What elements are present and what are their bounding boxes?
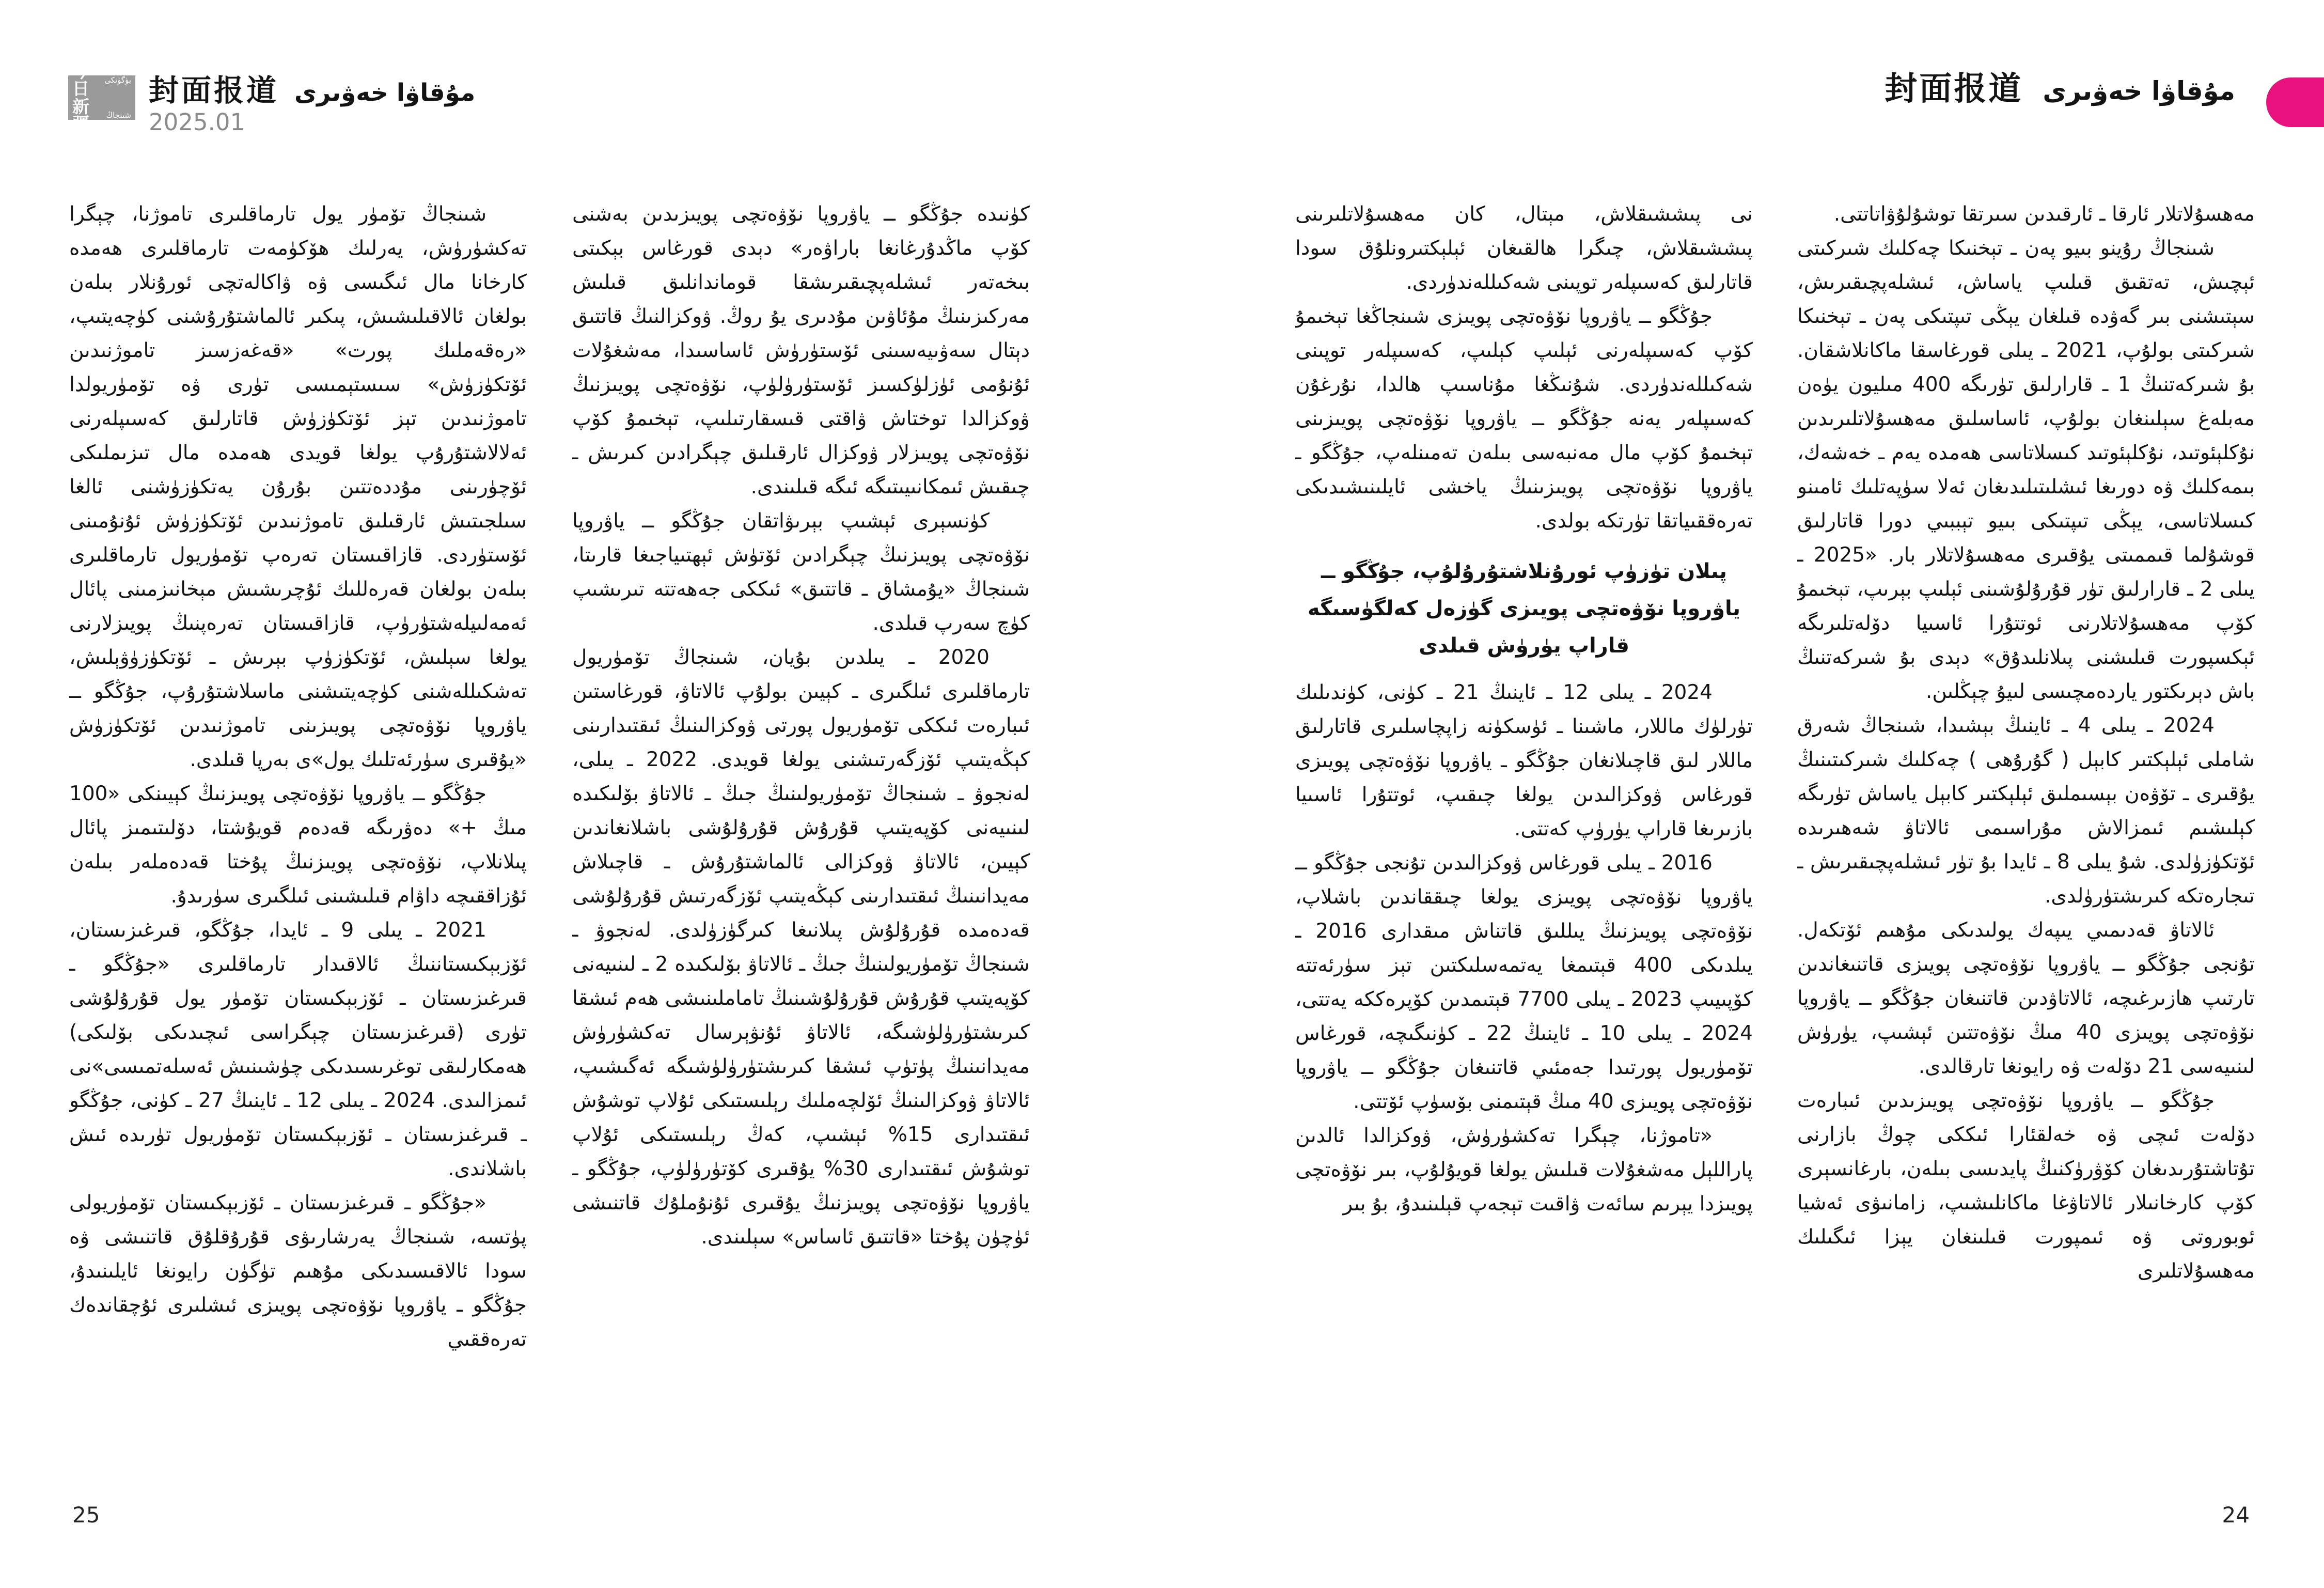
- page-number-left: 25: [72, 1502, 100, 1528]
- paragraph: 2020 ـ يىلدىن بۇيان، شىنجاڭ تۆمۈريول تارماقلىرى ئىلگىرى ـ كېيىن بولۇپ ئالاتاۋ، قورغاستىن ئىبارەت ئىككى تۆمۈريول پورتى ۋوكزالىنىڭ ئىقتىدارىنى كېڭەيتىپ ئۆزگەرتىشنى يولغا قويدى. 2022 ـ يىلى، لەنجوۋ ـ شىنجاڭ تۆمۈريولىنىڭ جىڭ ـ ئالاتاۋ بۆلىكىدە لىنىيەنى كۆپەيتىپ قۇرۇش قۇرۇلۇشى باشلانغاندىن كېيىن، ئالاتاۋ ۋوكزالى ئالماشتۇرۇش ـ قاچىلاش مەيدانىنىڭ ئىقتىدارىنى كېڭەيتىپ ئۆزگەرتىش قۇرۇلۇشى قەدەمدە قۇرۇلۇش پىلانىغا كىرگۈزۈلدى. لەنجوۋ ـ شىنجاڭ تۆمۈريولىنىڭ جىڭ ـ ئالاتاۋ بۆلىكىدە 2 ـ لىنىيەنى كۆپەيتىپ قۇرۇش قۇرۇلۇشىنىڭ تاماملىنىشى ھەم ئىشقا كىرىشتۈرۈلۈشىگە، ئالاتاۋ ئۇنۋېرسال تەكشۈرۈش مەيدانىنىڭ پۈتۈپ ئىشقا كىرىشتۈرۈلۈشىگە ئەگىشىپ، ئالاتاۋ ۋوكزالىنىڭ ئۆلچەملىك رېلىستىكى ئۇلاپ توشۇش ئىقتىدارى 15% ئېشىپ، كەڭ رېلىستىكى ئۇلاپ توشۇش ئىقتىدارى 30% يۇقىرى كۆتۈرۈلۈپ، جۇڭگو ـ ياۋروپا نۆۋەتچى پويىزنىڭ يۇقىرى ئۇنۇملۇك قاتنىشى ئۈچۈن پۇختا «قاتتىق ئاساس» سېلىندى.: [572, 646, 1030, 1249]
- header-left-titles: [149, 75, 475, 134]
- text-column-page25-right: [572, 197, 1030, 1447]
- paragraph: 2024 ـ يىلى 4 ـ ئاينىڭ بېشىدا، شىنجاڭ شەرق شاملى ئېلېكتىر كابېل ( گۇرۇھى ) چەكلىك شىركىتىنىڭ يۇقىرى ـ تۆۋەن بېسىملىق ئېلېكتىر كابېل ياساش تۈرىگە كېلىشىم ئىمزالاش مۇراسىمى ئالاتاۋ شەھىرىدە ئۆتكۈزۈلدى. شۇ يىلى 8 ـ ئايدا بۇ تۈر ئىشلەپچىقىرىش ـ تىجارەتكە كىرىشتۈرۈلدى.: [1797, 714, 2255, 908]
- logo-uyghur-bottom: شىنجاڭ: [106, 110, 131, 120]
- text-column-page24-right: [1797, 197, 2255, 1447]
- paragraph: جۇڭگو ــ ياۋروپا نۆۋەتچى پويىزىدىن ئىبارەت دۆلەت ئىچى ۋە خەلقئارا ئىككى چوڭ بازارنى تۇتاشتۇرىدىغان كۆۋرۈكنىڭ پايدىسى بىلەن، بارغانسېرى كۆپ كارخانىلار ئالاتاۋغا ماكانلىشىپ، زامانىۋى ئەشيا ئوبوروتى ۋە ئىمپورت قىلىنغان يېزا ئىگىلىك مەھسۇلاتلىرى: [1797, 1089, 2255, 1283]
- logo-chinese-bottom: 新疆: [72, 97, 90, 134]
- section-title-chinese-left: 封面报道: [149, 73, 279, 108]
- paragraph: شىنجاڭ رۇينو بىيو پەن ـ تېخنىكا چەكلىك شىركىتى ئېچىش، تەتقىق قىلىپ ياساش، ئىشلەپچىقىرىش، سېتىشنى بىر گەۋدە قىلغان يېڭى تىپتىكى پەن ـ تېخنىكا شىركىتى بولۇپ، 2021 ـ يىلى قورغاسقا ماكانلاشقان. بۇ شىركەتنىڭ 1 ـ قارارلىق تۈرىگە 400 مىليون يۈەن مەبلەغ سېلىنغان بولۇپ، ئاساسلىق مەھسۇلاتلىرىدىن نۇكلېئوتىد، نۇكلېئوتىد كىسلاتاسى ھەمدە يەم ـ خەشەك، بىمەكلىك ۋە دورىغا ئىشلىتىلىدىغان ئەلا سۈپەتلىك ئامىنو كىسلاتاسى، يېڭى تىپتىكى بىيو تېببىي دورا قاتارلىق قوشۇلما قىممىتى يۇقىرى مەھسۇلاتلار بار. «2025 ـ يىلى 2 ـ قارارلىق تۈر قۇرۇلۇشىنى ئېلىپ بېرىپ، تېخىمۇ كۆپ مەھسۇلاتلارنى ئوتتۇرا ئاسىيا دۆلەتلىرىگە ئېكسپورت قىلىشنى پىلانلىدۇق» دېدى بۇ شىركەتنىڭ باش دېرىكتور ياردەمچىسى لىيۇ چېڭلىن.: [1797, 237, 2255, 703]
- paragraph: كۈنىدە جۇڭگو ــ ياۋروپا نۆۋەتچى پويىزىدىن بەشنى كۆپ ماڭدۇرغانغا باراۋەر» دېدى قورغاس بېكىتى بىخەتەر ئىشلەپچىقىرىشقا قوماندانلىق قىلىش مەركىزىنىڭ مۇئاۋىن مۇدىرى يۇ روڭ. ۋوكزالنىڭ قاتتىق دېتال سەۋىيەسىنى ئۆستۈرۈش ئاساسىدا، مەشغۇلات ئۇنۇمى ئۈزلۈكسىز ئۆستۈرۈلۈپ، نۆۋەتچى پويىزنىڭ ۋوكزالدا توختاش ۋاقتى قىسقارتىلىپ، تېخىمۇ كۆپ نۆۋەتچى پويىزلار ۋوكزال ئارقىلىق چېگرادىن كىرىش ـ چىقىش ئىمكانىيىتىگە ئىگە قىلىندى.: [572, 203, 1030, 499]
- header-left: [68, 61, 476, 136]
- page-number-right: 24: [2222, 1502, 2250, 1528]
- column-heading: پىلان تۈزۈپ ئورۇنلاشتۇرۇلۇپ، جۇڭگو ــ ياۋروپا نۆۋەتچى پويىزى گۈزەل كەلگۈسىگە قاراپ يۈرۈش قىلدى: [1307, 559, 1741, 658]
- paragraph: 2024 ـ يىلى 12 ـ ئاينىڭ 21 ـ كۈنى، كۈندىلىك تۈرلۈك ماللار، ماشىنا ـ ئۈسكۈنە زاپچاسلىرى قاتارلىق ماللار لىق قاچىلانغان جۇڭگو ـ ياۋروپا نۆۋەتچى پويىزى قورغاس ۋوكزالىدىن يولغا چىقىپ، ئوتتۇرا ئاسىيا بازىرىغا قاراپ يۈرۈپ كەتتى.: [1295, 681, 1753, 840]
- text-column-page25-left: [69, 197, 527, 1447]
- issue-number: 2025.01: [149, 108, 245, 136]
- paragraph: نى پىششىقلاش، مېتال، كان مەھسۇلاتلىرىنى پىششىقلاش، چىگرا ھالقىغان ئېلېكتىرونلۇق سودا قاتارلىق كەسىپلەر توپىنى شەكىللەندۈردى.: [1295, 203, 1753, 294]
- logo-uyghur-top: بۈگۈنكى: [104, 75, 131, 85]
- logo-row-top: [72, 63, 131, 97]
- section-title-chinese-right: 封面报道: [1885, 69, 2023, 107]
- paragraph: 2021 ـ يىلى 9 ـ ئايدا، جۇڭگو، قىرغىزىستان، ئۆزبېكىستاننىڭ ئالاقىدار تارماقلىرى «جۇڭگو ـ قىرغىزىستان ـ ئۆزبېكىستان تۆمۈر يول قۇرۇلۇشى تۈرى (قىرغىزىستان چېگراسى ئىچىدىكى بۆلىكى) ھەمكارلىقى توغرىسىدىكى چۈشىنىش ئەسلەتمىسى»نى ئىمزالىدى. 2024 ـ يىلى 12 ـ ئاينىڭ 27 ـ كۈنى، جۇڭگو ـ قىرغىزىستان ـ ئۆزبېكىستان تۆمۈريول تۈرىدە ئىش باشلاندى.: [69, 918, 527, 1180]
- paragraph: «تاموژنا، چېگرا تەكشۈرۈش، ۋوكزالدا ئالدىن پاراللېل مەشغۇلات قىلىش يولغا قويۇلۇپ، بىر نۆۋەتچى پويىزدا يېرىم سائەت ۋاقىت تېجەپ قېلىنىدۇ، بۇ بىر: [1295, 1124, 1753, 1216]
- magazine-logo: [68, 61, 135, 134]
- paragraph: جۇڭگو ــ ياۋروپا نۆۋەتچى پويىزنىڭ كېيىنكى «100 مىڭ +» دەۋرىگە قەدەم قويۇشتا، دۆلىتىمىز پائال پىلانلاپ، نۆۋەتچى پويىزنىڭ پۇختا قەدەملەر بىلەن ئۇزاققىچە داۋام قىلىشىنى ئىلگىرى سۈرىدۇ.: [69, 782, 527, 908]
- paragraph: شىنجاڭ تۆمۈر يول تارماقلىرى تاموژنا، چېگرا تەكشۈرۈش، يەرلىك ھۆكۈمەت تارماقلىرى ھەمدە كارخانا مال ئىگىسى ۋە ۋاكالەتچى ئورۇنلار بىلەن بولغان ئالاقىلىشىش، پىكىر ئالماشتۇرۇشنى كۈچەيتىپ، «رەقەملىك پورت» «قەغەزسىز تاموژنىدىن ئۆتكۈزۈش» سىستېمىسى تۈرى ۋە تۆمۈريولدا تاموژنىدىن تېز ئۆتكۈزۈش قاتارلىق كەسىپلەرنى ئەلالاشتۇرۇپ يولغا قويدى ھەمدە مال تىزىملىكى ئۆچۈرىنى مۇددەتتىن بۇرۇن يەتكۈزۈشنى ئالغا سىلجىتىش ئارقىلىق تاموژنىدىن ئۆتكۈزۈش ئۇنۇمىنى ئۆستۈردى. قازاقىستان تەرەپ تۆمۈريول تارماقلىرى بىلەن بولغان قەرەللىك ئۇچرىشىش مېخانىزمىنى پائال ئەمەلىيلەشتۈرۈپ، قازاقىستان تەرەپنىڭ پويىزلارنى يولغا سېلىش، ئۆتكۈزۈپ بېرىش ـ ئۆتكۈزۈۋېلىش، تەشكىللەشنى كۈچەيتىشنى ماسلاشتۇرۇپ، جۇڭگو ــ ياۋروپا نۆۋەتچى پويىزىنى تاموژنىدىن ئۆتكۈزۈش «يۇقىرى سۈرئەتلىك يول»ى بەرپا قىلدى.: [69, 203, 527, 771]
- paragraph: ئالاتاۋ قەدىمىي يىپەك يولىدىكى مۇھىم ئۆتكەل. تۇنجى جۇڭگو ــ ياۋروپا نۆۋەتچى پويىزى قاتنىغاندىن تارتىپ ھازىرغىچە، ئالاتاۋدىن قاتنىغان جۇڭگو ــ ياۋروپا نۆۋەتچى پويىزى 40 مىڭ نۆۋەتتىن ئېشىپ، يۈرۈش لىنىيەسى 21 دۆلەت ۋە رايونغا تارقالدى.: [1797, 918, 2255, 1078]
- accent-tab: [2266, 77, 2324, 127]
- paragraph: جۇڭگو ــ ياۋروپا نۆۋەتچى پويىزى شىنجاڭغا تېخىمۇ كۆپ كەسىپلەرنى ئېلىپ كېلىپ، كەسىپلەر توپىنى شەكىللەندۈردى. شۇنىڭغا مۇناسىپ ھالدا، نۇرغۇن كەسىپلەر يەنە جۇڭگو ــ ياۋروپا نۆۋەتچى پويىزىنى تېخىمۇ كۆپ مال مەنبەسى بىلەن تەمىنلەپ، جۇڭگو ـ ياۋروپا نۆۋەتچى پويىزىنىڭ ياخشى ئايلىنىشىدىكى تەرەققىياتقا تۈرتكە بولدى.: [1295, 305, 1753, 533]
- paragraph: «جۇڭگو ـ قىرغىزىستان ـ ئۆزبېكىستان تۆمۈريولى پۈتسە، شىنجاڭ يەرشارىۋى قۇرۇقلۇق قاتنىشى ۋە سودا ئالاقىسىدىكى مۇھىم تۈگۈن رايونغا ئايلىنىدۇ، جۇڭگو ـ ياۋروپا نۆۋەتچى پويىزى ئىشلىرى ئۇچقاندەك تەرەققىي: [69, 1191, 527, 1351]
- section-title-uyghur-left: مۇقاۋا خەۋىرى: [294, 79, 476, 107]
- paragraph: كۈنسېرى ئېشىپ بېرىۋاتقان جۇڭگو ــ ياۋروپا نۆۋەتچى پويىزنىڭ چېگرادىن ئۆتۈش ئېھتىياجىغا قارىتا، شىنجاڭ «يۇمشاق ـ قاتتىق» ئىككى جەھەتتە تىرىشىپ كۈچ سەرپ قىلدى.: [572, 509, 1030, 635]
- text-column-page24-left: [1295, 197, 1753, 1447]
- section-title-uyghur-right: مۇقاۋا خەۋىرى: [2043, 76, 2235, 106]
- logo-row-bottom: [72, 98, 131, 132]
- logo-chinese-top: 今日: [72, 61, 90, 99]
- header-right: [1885, 69, 2235, 107]
- paragraph: 2016 ـ يىلى قورغاس ۋوكزالىدىن تۇنجى جۇڭگو ــ ياۋروپا نۆۋەتچى پويىزى يولغا چىققاندىن باشلاپ، نۆۋەتچى پويىزنىڭ يىللىق قاتناش مىقدارى 2016 ـ يىلدىكى 400 قېتىمغا يەتمەسلىكتىن تېز سۈرئەتتە كۆپىيىپ 2023 ـ يىلى 7700 قېتىمدىن كۆپرەككە يەتتى، 2024 ـ يىلى 10 ـ ئاينىڭ 22 ـ كۈنىگىچە، قورغاس تۆمۈريول پورتىدا جەمئىي قاتنىغان جۇڭگو ــ ياۋروپا نۆۋەتچى پويىزى 40 مىڭ قېتىمنى بۆسۈپ ئۆتتى.: [1295, 851, 1753, 1113]
- paragraph: مەھسۇلاتلار ئارقا ـ ئارقىدىن سىرتقا توشۇلۇۋاتاتتى.: [1833, 203, 2255, 226]
